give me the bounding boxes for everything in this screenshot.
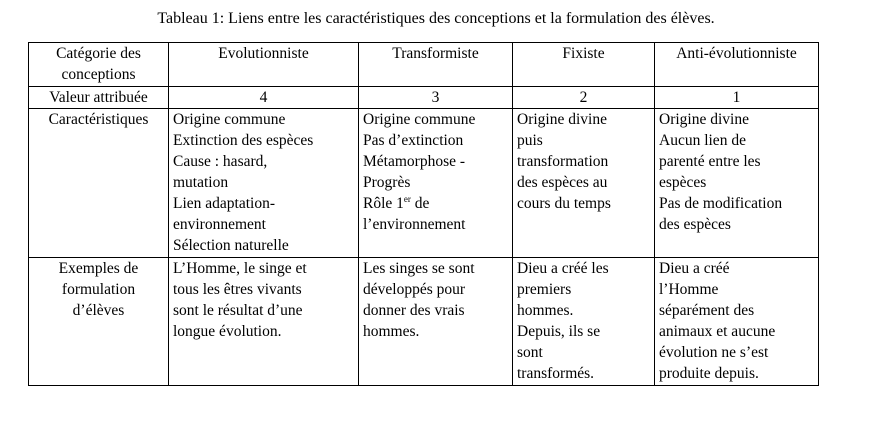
cell-line: transformés. <box>517 365 595 382</box>
characteristics-fixiste <box>513 109 655 258</box>
cell-line: Sélection naturelle <box>173 237 289 254</box>
cell-line: Dieu a créé les <box>517 260 609 277</box>
cell-line: Origine divine <box>517 111 607 128</box>
cell-line: Cause : hasard, <box>173 153 268 170</box>
cell-line: des espèces au <box>517 174 608 191</box>
cell-line: Progrès <box>363 174 411 191</box>
cell-line: Lien adaptation- <box>173 195 275 212</box>
header-anti-evolutionniste: Anti-évolutionniste <box>655 43 819 87</box>
cell-line: Pas de modification <box>659 195 783 212</box>
cell-line: mutation <box>173 174 229 191</box>
cell-line: sont <box>517 344 543 361</box>
cell-line: parenté entre les <box>659 153 761 170</box>
characteristics-row-label: Caractéristiques <box>29 109 169 258</box>
examples-anti-evolutionniste <box>655 258 819 386</box>
role-prefix: Rôle 1 <box>363 195 404 212</box>
header-evolutionniste: Evolutionniste <box>169 43 359 87</box>
cell-line: transformation <box>517 153 609 170</box>
cell-line-role <box>363 193 508 214</box>
characteristics-row <box>29 109 819 258</box>
cell-line: développés pour <box>363 281 466 298</box>
examples-evolutionniste <box>169 258 359 386</box>
values-row <box>29 87 819 109</box>
characteristics-anti-evolutionniste <box>655 109 819 258</box>
examples-label-line: d’élèves <box>72 302 125 319</box>
cell-line: l’environnement <box>363 216 466 233</box>
header-category-line: Catégorie des <box>56 45 141 62</box>
header-transformiste: Transformiste <box>359 43 513 87</box>
cell-line: l’Homme <box>659 281 719 298</box>
examples-transformiste <box>359 258 513 386</box>
conceptions-table <box>28 42 819 386</box>
cell-line: hommes. <box>363 323 420 340</box>
cell-line: séparément des <box>659 302 755 319</box>
characteristics-evolutionniste <box>169 109 359 258</box>
cell-line: cours du temps <box>517 195 611 212</box>
cell-line: espèces <box>659 174 707 191</box>
cell-line: premiers <box>517 281 572 298</box>
characteristics-transformiste <box>359 109 513 258</box>
cell-line: puis <box>517 132 543 149</box>
cell-line: animaux et aucune <box>659 323 776 340</box>
cell-line: Origine divine <box>659 111 749 128</box>
cell-line: produite depuis. <box>659 365 759 382</box>
cell-line: Métamorphose - <box>363 153 466 170</box>
cell-line: tous les êtres vivants <box>173 281 302 298</box>
cell-line: Dieu a créé <box>659 260 730 277</box>
table-caption: Tableau 1: Liens entre les caractéristiques des conceptions et la formulation des élèves. <box>157 10 715 27</box>
cell-line: Depuis, ils se <box>517 323 601 340</box>
cell-line: évolution ne s’est <box>659 344 769 361</box>
cell-line: Extinction des espèces <box>173 132 314 149</box>
cell-line: environnement <box>173 216 266 233</box>
cell-line: donner des vrais <box>363 302 465 319</box>
cell-line: Origine commune <box>363 111 476 128</box>
cell-line: Pas d’extinction <box>363 132 464 149</box>
value-evolutionniste: 4 <box>169 87 359 109</box>
examples-label-line: formulation <box>61 281 136 298</box>
examples-row-label <box>29 258 169 386</box>
values-row-label: Valeur attribuée <box>29 87 169 109</box>
role-superscript: er <box>403 194 411 204</box>
cell-line: hommes. <box>517 302 574 319</box>
examples-label-line: Exemples de <box>58 260 139 277</box>
header-row <box>29 43 819 87</box>
cell-line: sont le résultat d’une <box>173 302 303 319</box>
header-category-line: conceptions <box>61 66 136 83</box>
examples-fixiste <box>513 258 655 386</box>
cell-line: Origine commune <box>173 111 286 128</box>
value-anti-evolutionniste: 1 <box>655 87 819 109</box>
cell-line: L’Homme, le singe et <box>173 260 307 277</box>
cell-line: Aucun lien de <box>659 132 746 149</box>
role-suffix: de <box>410 195 430 212</box>
cell-line: longue évolution. <box>173 323 282 340</box>
examples-row <box>29 258 819 386</box>
cell-line: Les singes se sont <box>363 260 475 277</box>
header-category-cell <box>29 43 169 87</box>
value-fixiste: 2 <box>513 87 655 109</box>
value-transformiste: 3 <box>359 87 513 109</box>
header-fixiste: Fixiste <box>513 43 655 87</box>
cell-line: des espèces <box>659 216 731 233</box>
